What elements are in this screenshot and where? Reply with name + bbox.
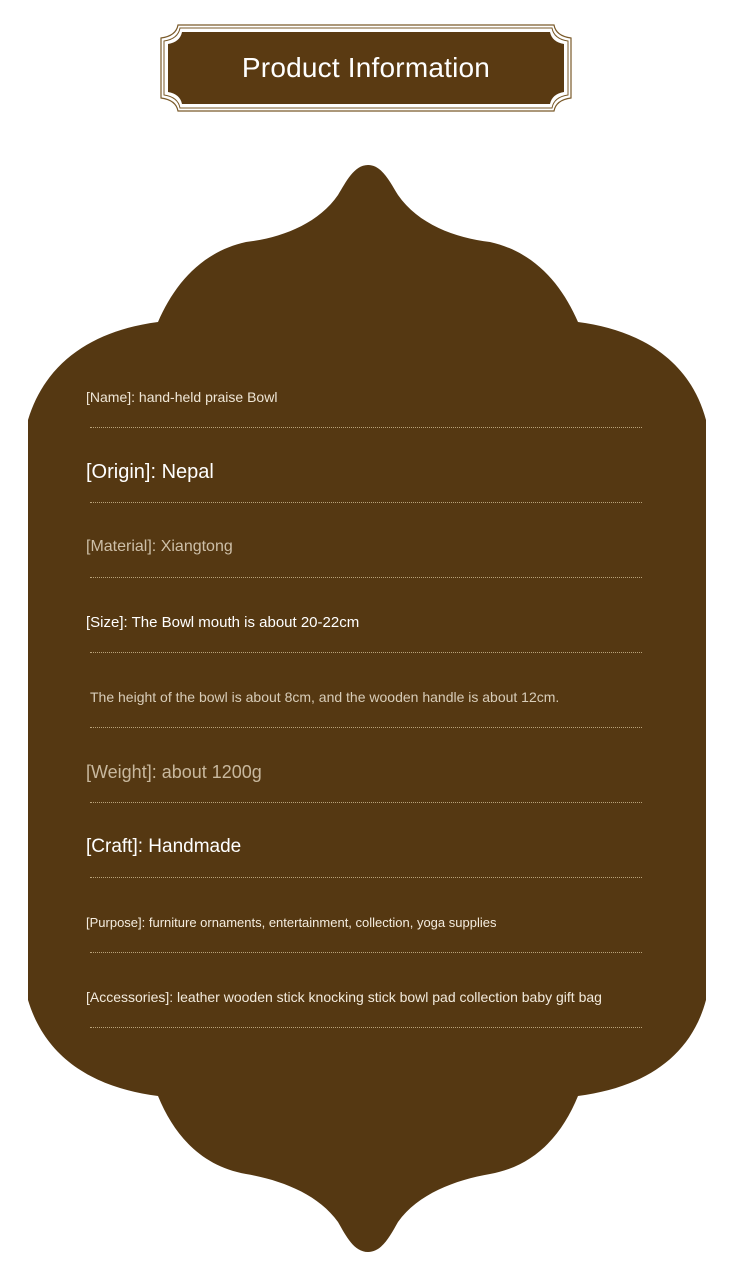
info-weight: [Weight]: about 1200g	[86, 761, 262, 782]
info-row-weight	[86, 741, 646, 816]
info-accessories: [Accessories]: leather wooden stick knocking stick bowl pad collection baby gift bag	[86, 989, 602, 1005]
divider	[90, 952, 642, 953]
info-row-purpose	[86, 891, 646, 966]
info-craft: [Craft]: Handmade	[86, 836, 242, 857]
info-row-accessories	[86, 966, 646, 1041]
info-row-size	[86, 591, 646, 666]
divider	[90, 877, 642, 878]
info-purpose: [Purpose]: furniture ornaments, entertainment, collection, yoga supplies	[86, 914, 497, 930]
divider	[90, 577, 642, 578]
info-material: [Material]: Xiangtong	[86, 538, 233, 555]
info-row-name	[86, 366, 646, 441]
info-row-height	[86, 666, 646, 741]
info-size: [Size]: The Bowl mouth is about 20-22cm	[86, 613, 360, 631]
divider	[90, 502, 642, 503]
info-row-craft	[86, 816, 646, 891]
divider	[90, 1027, 642, 1028]
page-title: Product Information	[241, 52, 491, 83]
info-name: [Name]: hand-held praise Bowl	[86, 389, 278, 405]
divider	[90, 727, 642, 728]
info-row-origin	[86, 441, 646, 516]
info-height: The height of the bowl is about 8cm, and the wooden handle is about 12cm.	[90, 689, 560, 705]
product-info-list	[86, 366, 646, 1041]
divider	[90, 802, 642, 803]
info-row-material	[86, 516, 646, 591]
divider	[90, 652, 642, 653]
info-origin: [Origin]: Nepal	[86, 460, 214, 483]
divider	[90, 427, 642, 428]
